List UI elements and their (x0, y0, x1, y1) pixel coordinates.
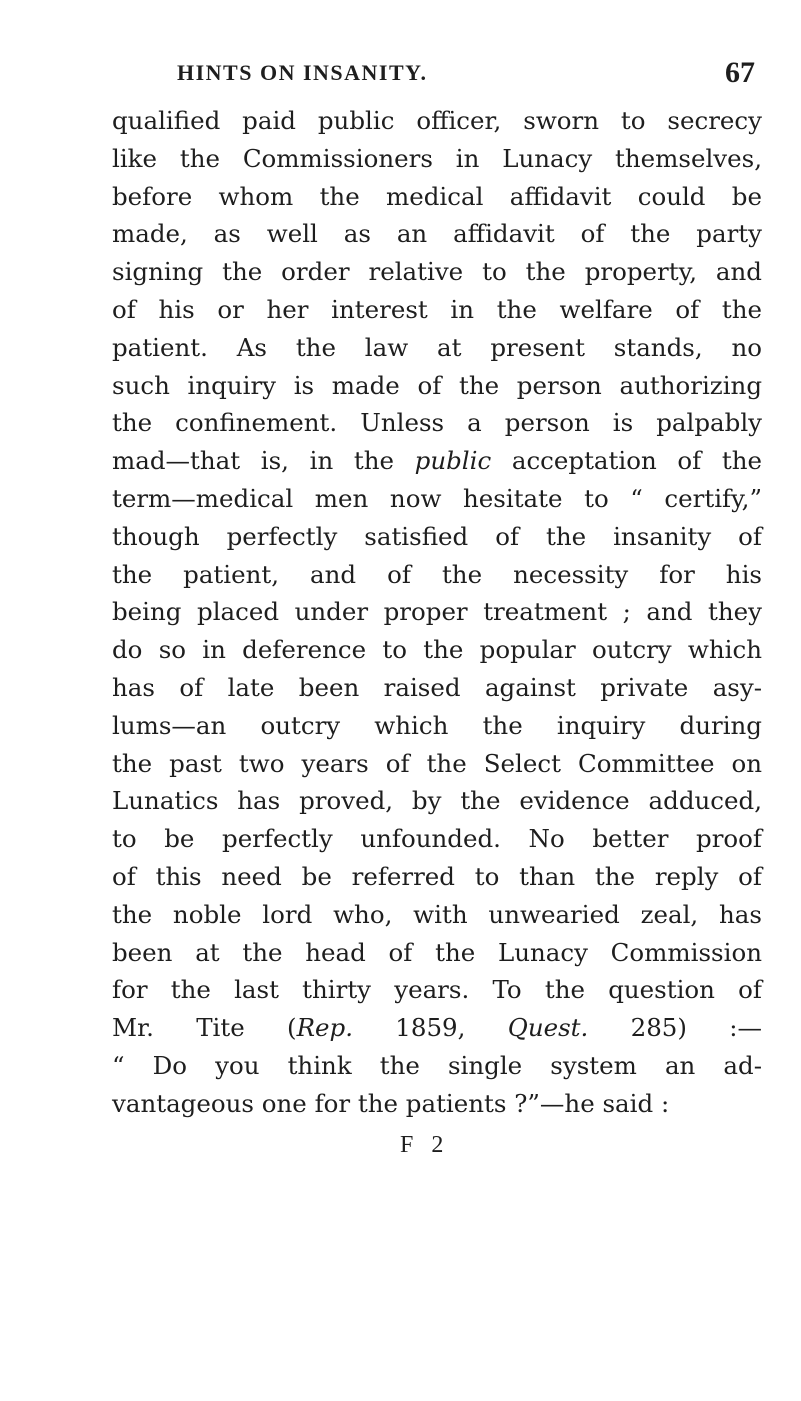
text-line: of this need be referred to than the reply of (112, 861, 762, 891)
text-line: lums—an outcry which the inquiry during (112, 710, 762, 740)
text-segment: 285) :— (588, 1013, 763, 1043)
signature-mark: F 2 (400, 1132, 450, 1158)
text-line: been at the head of the Lunacy Commission (112, 937, 762, 967)
text-line: made, as well as an affidavit of the party (112, 219, 762, 249)
text-line: term—medical men now hesitate to “ certify,” (112, 483, 762, 513)
text-line: the past two years of the Select Committee on (112, 748, 762, 778)
text-line: do so in deference to the popular outcry which (112, 635, 762, 665)
text-line: qualified paid public officer, sworn to secrecy (112, 106, 762, 135)
text-line: the noble lord who, with unwearied zeal, has (112, 899, 762, 929)
running-head (0, 56, 801, 90)
body-text (112, 102, 762, 1123)
text-line: before whom the medical affidavit could be (112, 181, 762, 211)
text-line: the confinement. Unless a person is palpably (112, 408, 762, 438)
text-line: for the last thirty years. To the question of (112, 975, 762, 1005)
text-line: such inquiry is made of the person authorizing (112, 370, 762, 400)
text-line-with-italic (112, 442, 762, 480)
text-line: has of late been raised against private asy- (112, 672, 762, 702)
italic-citation: Quest. (507, 1013, 589, 1043)
text-line: Lunatics has proved, by the evidence adduced, (112, 786, 762, 816)
text-line: “ Do you think the single system an ad- (112, 1050, 762, 1080)
text-segment: 1859, (353, 1013, 508, 1043)
text-line-with-citation (112, 1009, 762, 1047)
text-line: though perfectly satisfied of the insanity of (112, 521, 762, 551)
text-line: like the Commissioners in Lunacy themselves, (112, 143, 762, 173)
text-line: to be perfectly unfounded. No better proof (112, 824, 762, 854)
italic-word: public (414, 446, 492, 476)
page-number: 67 (725, 56, 755, 89)
running-title: HINTS ON INSANITY. (177, 60, 428, 85)
text-segment: mad—that is, in the (112, 446, 415, 476)
text-line: signing the order relative to the property, and (112, 257, 762, 287)
text-line: the patient, and of the necessity for his (112, 559, 762, 589)
text-segment: acceptation of the (491, 446, 763, 476)
text-line: patient. As the law at present stands, no (112, 332, 762, 362)
text-segment: Mr. Tite ( (112, 1013, 297, 1043)
italic-citation: Rep. (296, 1013, 353, 1043)
text-line: vantageous one for the patients ?”—he said : (112, 1088, 670, 1118)
text-line: being placed under proper treatment ; and they (112, 597, 762, 627)
text-line: of his or her interest in the welfare of the (112, 294, 762, 324)
